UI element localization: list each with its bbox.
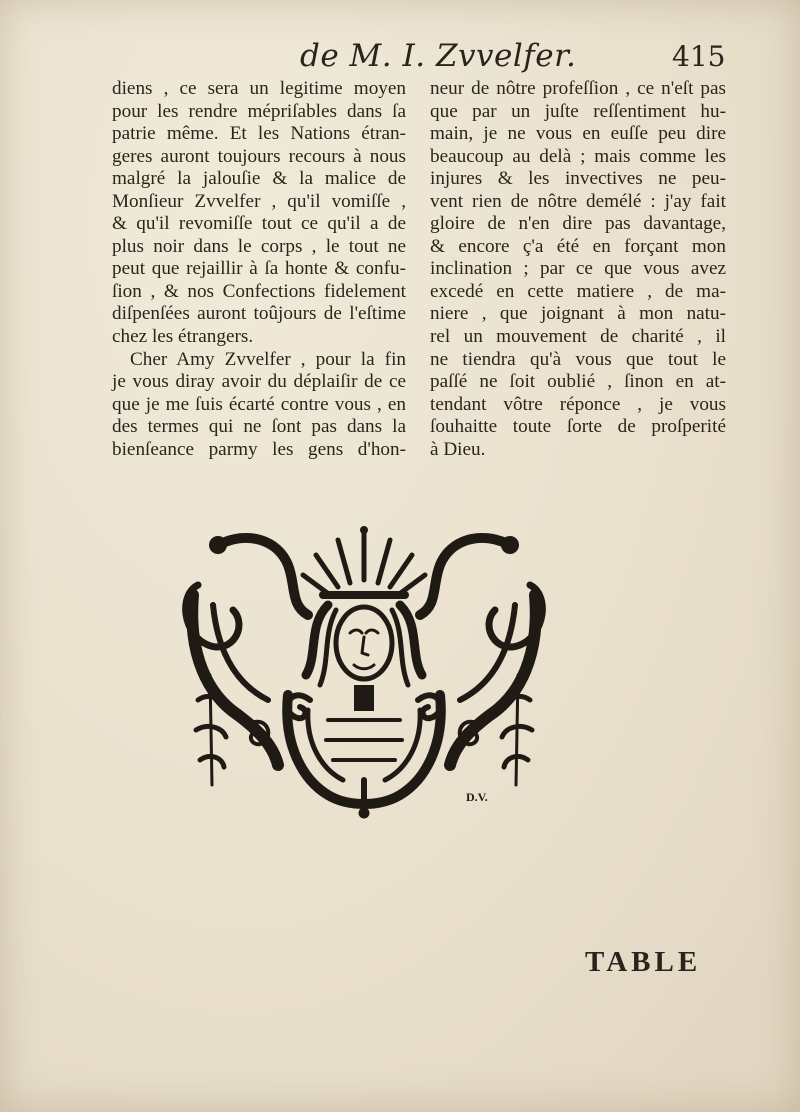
text-line: neur de nôtre profeſſion , ce n'eſt pas	[430, 78, 726, 99]
text-line: peut que rejaillir à ſa honte & confu-	[112, 258, 406, 280]
text-line: paſſé ne ſoit oublié , ſinon en at-	[430, 371, 726, 393]
text-line: que je me ſuis écarté contre vous , en	[112, 393, 406, 415]
text-line: injures & les invectives ne peu-	[430, 168, 726, 190]
text-line: rel un mouvement de charité , il	[430, 326, 726, 348]
engraver-initials: D.V.	[466, 790, 488, 804]
left-column	[112, 78, 406, 461]
text-line: plus noir dans le corps , le tout ne	[112, 235, 406, 257]
text-line: ne tiendra qu'à vous que tout le	[430, 348, 726, 370]
text-line: ſion , & nos Confections fidelement	[112, 280, 406, 302]
text-line: pour les rendre mépriſables dans ſa	[112, 100, 406, 122]
text-line: Cher Amy Zvvelfer , pour la fin	[130, 348, 406, 370]
text-line: diſpenſées auront toûjours de l'eſtime	[112, 303, 406, 325]
text-line: vent rien de nôtre demélé : j'ay fait	[430, 190, 726, 212]
text-line: & encore ç'a été en forçant mon	[430, 235, 726, 257]
text-line: que par un juſte reſſentiment hu-	[430, 100, 726, 122]
right-column	[430, 78, 726, 461]
text-line: bienſeance parmy les gens d'hon-	[112, 438, 406, 460]
catchword: TABLE	[585, 946, 702, 978]
text-line: gloire de n'en dire pas davantage,	[430, 213, 726, 235]
text-line: niere , que joignant à mon natu-	[430, 303, 726, 325]
text-line: & qu'il revomiſſe tout ce qu'il a de	[112, 213, 406, 235]
text-line: je vous diray avoir du déplaiſir de ce	[112, 371, 406, 393]
text-line: inclination ; par ce que vous avez	[430, 258, 726, 280]
text-line: malgré la jalouſie & la malice de	[112, 168, 406, 190]
ornamental-vignette	[178, 525, 550, 820]
text-line: excedé en cette matiere , de ma-	[430, 280, 726, 302]
text-line: ſouhaitte toute ſorte de proſperité	[430, 416, 726, 438]
text-line: des termes qui ne ſont pas dans la	[112, 416, 406, 438]
text-line: chez les étrangers.	[112, 326, 254, 348]
page-header	[0, 38, 800, 78]
text-line: Monſieur Zvvelfer , qu'il vomiſſe ,	[112, 190, 406, 212]
text-line: geres auront toujours recours à nous	[112, 145, 406, 167]
page-number: 415	[672, 40, 726, 73]
text-line: à Dieu.	[430, 438, 486, 460]
text-line: beaucoup au delà ; mais comme les	[430, 145, 726, 167]
text-line: patrie même. Et les Nations étran-	[112, 123, 406, 145]
text-line: diens , ce sera un legitime moyen	[112, 78, 406, 99]
text-line: tendant vôtre réponce , je vous	[430, 393, 726, 415]
text-line: main, je ne vous en euſſe peu dire	[430, 123, 726, 145]
running-title: de M. I. Zvvelfer.	[300, 38, 577, 74]
